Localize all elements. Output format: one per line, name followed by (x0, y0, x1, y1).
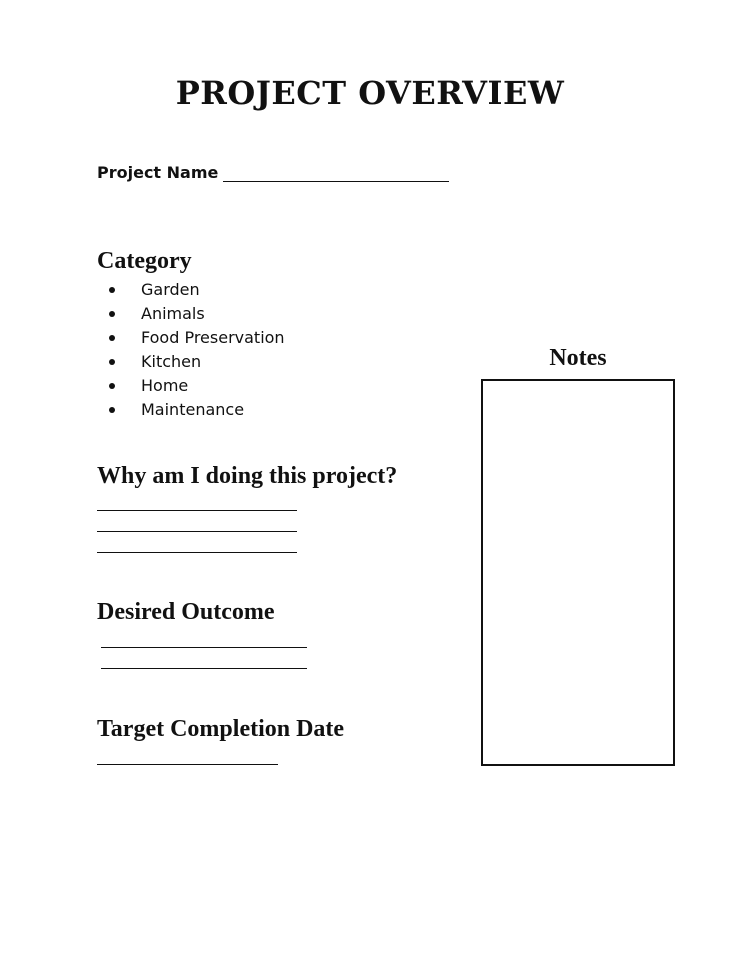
category-item-label: Home (141, 376, 189, 395)
why-answer-line-2[interactable] (97, 531, 297, 532)
bullet-icon (109, 311, 115, 317)
why-answer-line-3[interactable] (97, 552, 297, 553)
project-name-field[interactable] (97, 163, 449, 182)
target-date-line[interactable] (97, 764, 278, 765)
category-heading: Category (97, 248, 192, 274)
bullet-icon (109, 407, 115, 413)
bullet-icon (109, 335, 115, 341)
category-item-label: Kitchen (141, 352, 202, 371)
outcome-heading: Desired Outcome (97, 599, 275, 625)
outcome-answer-line-1[interactable] (101, 647, 307, 648)
list-item (97, 278, 285, 302)
category-item-label: Garden (141, 280, 200, 299)
project-name-blank-line[interactable] (223, 164, 449, 182)
notes-box[interactable] (481, 379, 675, 766)
category-list (97, 278, 285, 422)
category-item-label: Food Preservation (141, 328, 285, 347)
bullet-icon (109, 287, 115, 293)
notes-heading: Notes (549, 345, 607, 371)
bullet-icon (109, 359, 115, 365)
list-item (97, 398, 285, 422)
category-item-label: Maintenance (141, 400, 245, 419)
list-item (97, 374, 285, 398)
category-item-label: Animals (141, 304, 205, 323)
list-item (97, 350, 285, 374)
why-answer-line-1[interactable] (97, 510, 297, 511)
outcome-answer-line-2[interactable] (101, 668, 307, 669)
project-name-label: Project Name (97, 163, 219, 182)
list-item (97, 326, 285, 350)
list-item (97, 302, 285, 326)
why-heading: Why am I doing this project? (97, 463, 398, 489)
target-date-heading: Target Completion Date (97, 716, 345, 742)
page-title: PROJECT OVERVIEW (175, 74, 565, 112)
bullet-icon (109, 383, 115, 389)
